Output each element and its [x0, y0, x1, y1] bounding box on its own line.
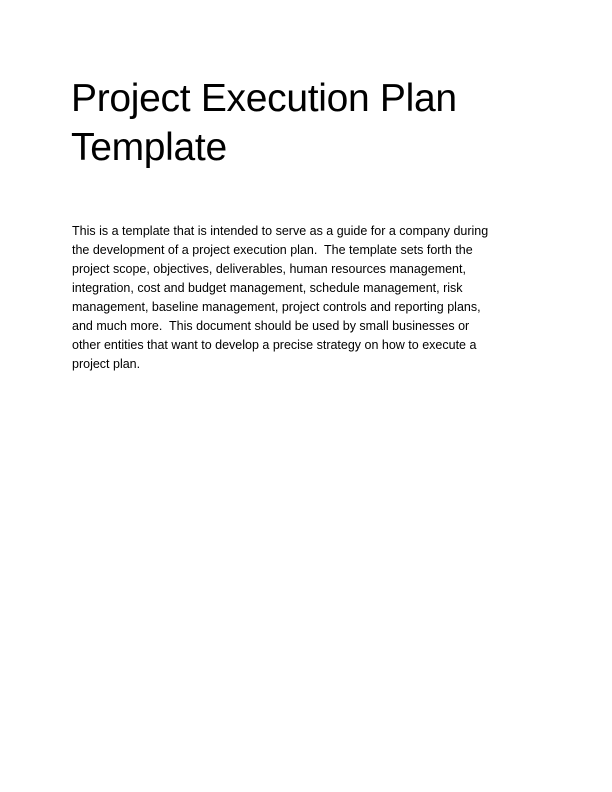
body-line-5: management, baseline management, project controls and reporting plans,: [72, 300, 481, 314]
title-line-2: Template: [71, 126, 227, 169]
body-line-1: This is a template that is intended to serve as a guide for a company during: [72, 224, 489, 238]
document-title: [71, 74, 571, 172]
document-body-paragraph: [72, 222, 552, 374]
body-line-3: project scope, objectives, deliverables, human resources management,: [72, 262, 466, 276]
body-line-2: the development of a project execution plan. The template sets forth the: [72, 243, 473, 257]
title-line-1: Project Execution Plan: [71, 77, 457, 120]
body-line-6: and much more. This document should be used by small businesses or: [72, 319, 470, 333]
body-line-8: project plan.: [72, 357, 141, 371]
body-line-4: integration, cost and budget management, schedule management, risk: [72, 281, 463, 295]
body-line-7: other entities that want to develop a precise strategy on how to execute a: [72, 338, 477, 352]
